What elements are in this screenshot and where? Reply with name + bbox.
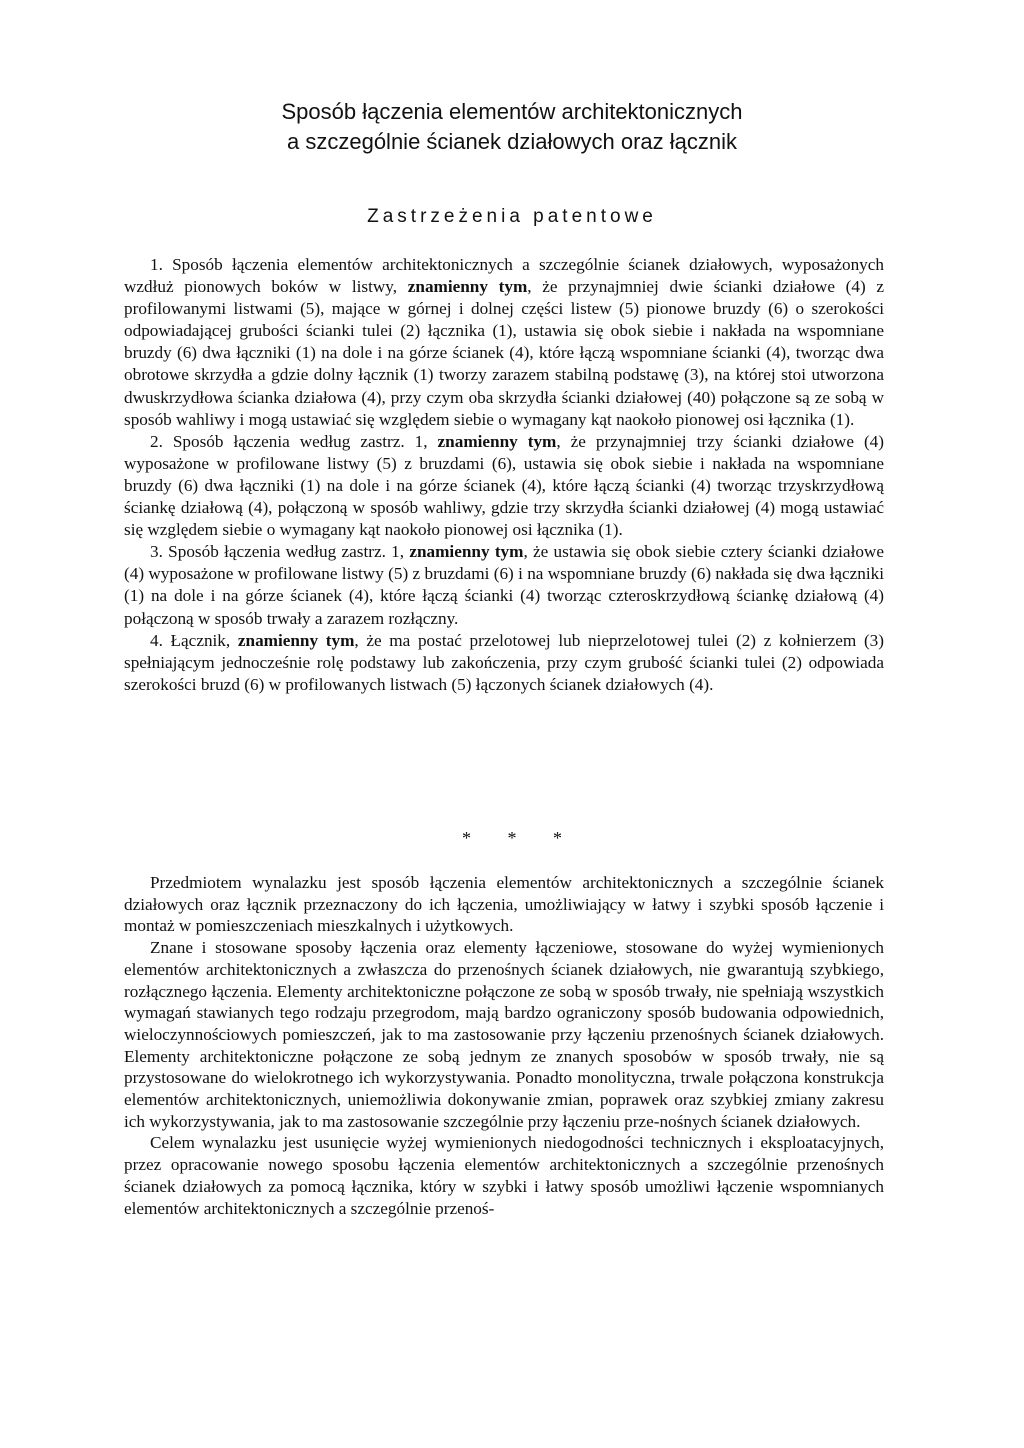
claim-text: , że ma postać przelotowej lub nieprzelotowej tulei (2) z kołnierzem (3) spełniającym jednocześnie rolę podstawy lub zakończenia, przy czym grubość ścianki tulei (2) odpowiada szerokości bruzd (6) w profilowanych listwach (5) łączonych ścianek działowych (4). <box>124 630 884 694</box>
document-title <box>0 97 1024 157</box>
section-separator: * * * <box>462 828 578 848</box>
description-body <box>124 872 884 1219</box>
body-paragraph: Przedmiotem wynalazku jest sposób łączenia elementów architektonicznych a szczególnie ścianek działowych oraz łącznik przeznaczony do ich łączenia, umożliwiający w łatwy i szybki sposób łączenie i montaż w pomieszczeniach mieszkalnych i użytkowych. <box>124 873 884 936</box>
body-paragraph: Znane i stosowane sposoby łączenia oraz elementy łączeniowe, stosowane do wyżej wymienionych elementów architektonicznych a zwłaszcza do przenośnych ścianek działowych, nie gwarantują szybkiego, rozłącznego łączenia. Elementy architektoniczne połączone ze sobą w sposób trwały, nie spełniają wszystkich wymagań stawianych tego rodzaju przegrodom, mają bardzo ograniczony sposób budowania odpowiednich, wieloczynnościowych pomieszczeń, jak to ma zastosowanie przy łączeniu przenośnych ścianek działowych. Elementy architektoniczne połączone ze sobą jednym ze znanych sposobów w sposób trwały, nie są przystosowane do wielokrotnego ich wykorzystywania. Ponadto monolityczna, trwale połączona konstrukcja elementów architektonicznych, uniemożliwia dokonywanie zmian, poprawek oraz szybkiej zmiany zakresu ich wykorzystywania, jak to ma zastosowanie szczególnie przy łączeniu prze-nośnych ścianek działowych. <box>124 938 884 1131</box>
claim-3 <box>124 541 884 629</box>
title-line-1: Sposób łączenia elementów architektonicznych <box>281 99 743 124</box>
claim-text: , że przynajmniej dwie ścianki działowe (4) z profilowanymi listwami (5), mające w górnej i dolnej części listew (5) pionowe bruzdy (6) o szerokości odpowiadającej grubości ścianki tulei (2) łącznika (1), ustawia się obok siebie i nakłada na wspomniane bruzdy (6) dwa łączniki (1) na dole i na górze ścianek (4), które łączą wspomniane ścianki (4), tworząc dwa obrotowe skrzydła a gdzie dolny łącznik (1) tworzy zarazem stabilną podstawę (3), na której stoi utworzona dwuskrzydłowa ścianka działowa (4), przy czym oba skrzydła ścianki działowej (40) połączone są ze sobą w sposób wahliwy i mogą ustawiać się względem siebie o wymagany kąt naokoło pionowej osi łącznika (1). <box>124 277 884 429</box>
claim-text: , że przynajmniej trzy ścianki działowe (4) wyposażone w profilowane listwy (5) z bruzdami (6), ustawia się obok siebie i nakłada na wspomniane bruzdy (6) dwa łączniki (1) na dole i na górze ścianek (4), które łączą ścianki (4) tworząc trzyskrzydłową ściankę działową (4), połączoną w sposób wahliwy, gdzie trzy skrzydła ścianki działowej (4) mogą ustawiać się względem siebie o wymagany kąt naokoło pionowej osi łącznika (1). <box>124 431 884 540</box>
claim-4 <box>124 630 884 696</box>
claim-text: , że ustawia się obok siebie cztery ścianki działowe (4) wyposażone w profilowane listwy (5) z bruzdami (6) i na wspomniane bruzdy (6) nakłada się dwa łączniki (1) na dole i na górze ścianek (4), które łączą ścianki (4) tworząc czteroskrzydłową ściankę działową (4) połączoną w sposób trwały a zarazem rozłączny. <box>124 542 884 628</box>
title-line-2: a szczególnie ścianek działowych oraz łącznik <box>287 129 737 154</box>
claim-keyword: znamienny tym <box>409 542 524 562</box>
claim-1 <box>124 254 884 431</box>
claim-keyword: znamienny tym <box>407 277 528 297</box>
section-heading: Zastrzeżenia patentowe <box>367 206 657 227</box>
claim-2 <box>124 431 884 541</box>
claim-keyword: znamienny tym <box>237 630 355 650</box>
claim-text: 2. Sposób łączenia według zastrz. 1, <box>150 431 438 451</box>
claims-list <box>124 254 884 696</box>
claim-text: 1. Sposób łączenia elementów architektonicznych a szczególnie ścianek działowych, wyposażonych wzdłuż pionowych boków w listwy, <box>124 255 884 297</box>
claim-keyword: znamienny tym <box>437 431 557 451</box>
body-paragraph: Celem wynalazku jest usunięcie wyżej wymienionych niedogodności technicznych i eksploatacyjnych, przez opracowanie nowego sposobu łączenia elementów architektonicznych a szczególnie przenośnych ścianek działowych za pomocą łącznika, który w szybki i łatwy sposób umożliwi łączenie wspomnianych elementów architektonicznych a szczególnie przenoś- <box>124 1133 884 1218</box>
claim-text: 3. Sposób łączenia według zastrz. 1, <box>150 542 410 562</box>
claim-text: 4. Łącznik, <box>150 630 238 650</box>
